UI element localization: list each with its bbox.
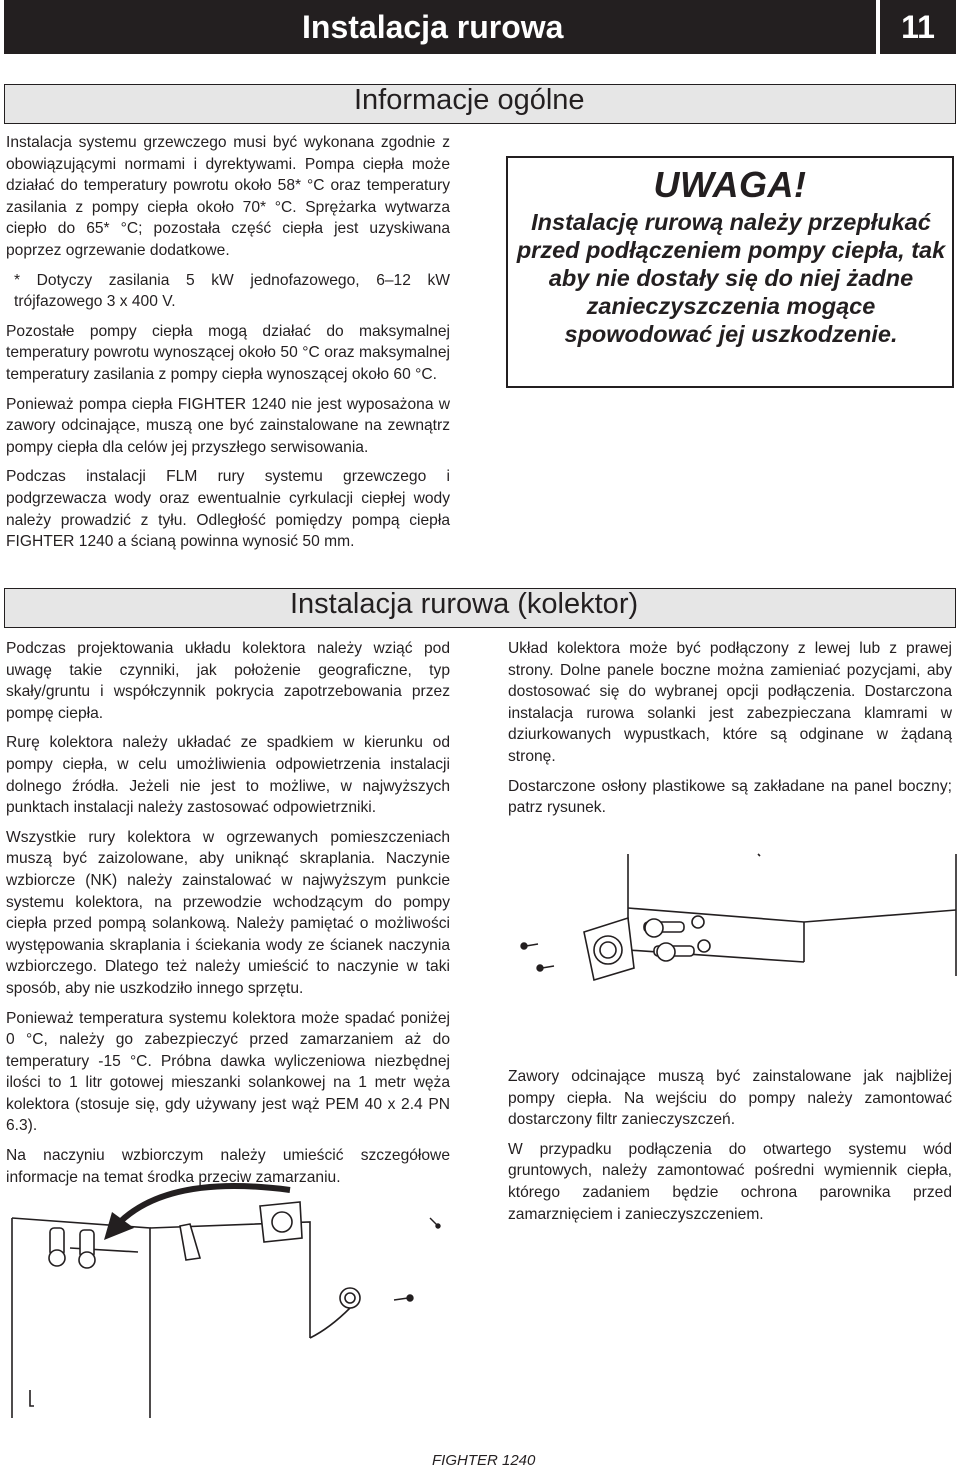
- general-paragraph: Instalacja systemu grzewczego musi być wykonana zgodnie z obowiązującymi normami i dyrektywami. Pompa ciepła może działać do temperatury powrotu około 58* °C oraz temperatury zasilania z pompy ciepła około 70* °C. Sprężarka wytwarza ciepło do 65* °C; pozostała część ciepła jest uzyskiwana poprzez ogrzewanie dodatkowe.: [6, 134, 450, 259]
- side-panel-illustration: [504, 850, 958, 1050]
- general-text-column: [6, 132, 450, 561]
- general-paragraph: Podczas instalacji FLM rury systemu grzewczego i podgrzewacza wody oraz ewentualnie cyrkulacji ciepłej wody należy prowadzić z tyłu. Odległość pomiędzy pompą ciepła FIGHTER 1240 a ścianą powinna wynosić 50 mm.: [6, 468, 450, 551]
- general-footnote: * Dotyczy zasilania 5 kW jednofazowego, 6–12 kW trójfazowego 3 x 400 V.: [14, 271, 450, 311]
- collector-paragraph: W przypadku podłączenia do otwartego systemu wód gruntowych, należy zamontować pośredni wymiennik ciepła, którego zadaniem będzie ochrona parownika przed zamarznięciem i zanieczyszczeniem.: [508, 1140, 952, 1223]
- general-paragraph: Ponieważ pompa ciepła FIGHTER 1240 nie jest wyposażona w zawory odcinające, muszą one być zainstalowane na zewnątrz pompy ciepła dla celów jej przyszłego serwisowania.: [6, 395, 450, 456]
- warning-text: Instalację rurową należy przepłukać przed podłączeniem pompy ciepła, tak aby nie dostały się do niej żadne zanieczyszczenia mogące spowodować jej uszkodzenie.: [516, 209, 946, 347]
- heat-pump-cabinet-illustration: [10, 1178, 450, 1428]
- section-title-collector: Instalacja rurowa (kolektor): [290, 588, 639, 620]
- collector-paragraph: Podczas projektowania układu kolektora należy wziąć pod uwagę takie czynniki, jak położenie geograficzne, typ skały/gruntu i współczynnik pokrycia zapotrzebowania przez pompę ciepła.: [6, 640, 450, 722]
- collector-paragraph: Zawory odcinające muszą być zainstalowane jak najbliżej pompy ciepła. Na wejściu do pompy należy zamontować dostarczony filtr zanieczyszczeń.: [508, 1068, 952, 1129]
- collector-paragraph: Wszystkie rury kolektora w ogrzewanych pomieszczeniach muszą być zaizolowane, aby uniknąć skraplania. Naczynie wzbiorcze (NK) należy zainstalować w najwyższym punkcie systemu kolektora, na przewodzie wchodzącym do pompy ciepła przed pompą solankową. Należy pamiętać o możliwości występowania skraplania i ściekania wody ze ścianek naczynia wzbiorczego. Dlatego też należy umieścić to naczynie w taki sposób, aby nie uszkodziło innego sprzętu.: [6, 828, 450, 997]
- mounting-plate-icon: [180, 1202, 360, 1338]
- collector-right-column-top: [508, 638, 952, 827]
- collector-paragraph: Dostarczone osłony plastikowe są zakładane na panel boczny; patrz rysunek.: [508, 777, 952, 817]
- section-title-general: Informacje ogólne: [354, 84, 585, 116]
- footer-model-name: FIGHTER 1240: [432, 1452, 536, 1469]
- collector-paragraph: Rurę kolektora należy układać ze spadkiem w kierunku od pompy ciepła, w celu umożliwienia odpowietrzenia instalacji dolnego źródła. Jeżeli nie jest to możliwe, w najwyższych punktach instalacji należy zastosować odpowietrzniki.: [6, 734, 450, 817]
- warning-title: UWAGA!: [653, 164, 807, 205]
- collector-left-column: [6, 638, 450, 1196]
- screw-icon: [521, 943, 554, 971]
- mounting-plate-icon: [584, 918, 634, 980]
- general-paragraph: Pozostałe pompy ciepła mogą działać do maksymalnej temperatury powrotu wynoszącej około 50 °C oraz maksymalnej temperatury zasilania z pompy ciepła wynoszącej około 60 °C.: [6, 322, 450, 383]
- header-title: Instalacja rurowa: [302, 9, 564, 45]
- collector-paragraph: Układ kolektora może być podłączony z lewej lub z prawej strony. Dolne panele boczne można zamieniać pozycjami, aby dostosować się do wybranej opcji podłączenia. Dostarczona instalacja rurowa solanki jest zabezpieczana klamrami w dziurkowanych wypustkach, które są odginane w żądaną stronę.: [508, 640, 952, 765]
- page-header: [4, 0, 876, 54]
- collector-right-column-bottom: [508, 1066, 952, 1233]
- collector-paragraph: Na naczyniu wzbiorczym należy umieścić szczegółowe informacje na temat środka przeciw zamarzaniu.: [6, 1147, 450, 1186]
- page-number: 11: [880, 0, 956, 54]
- screw-icon: [394, 1218, 440, 1301]
- warning-box: [506, 156, 954, 388]
- collector-paragraph: Ponieważ temperatura systemu kolektora może spadać poniżej 0 °C, należy go zabezpieczyć przed zamarzaniem aż do temperatury -15 °C. Próbna dawka wyliczeniowa niezbędnej ilości to 1 litr gotowej mieszanki solankowej na 1 metr węża kolektora (stosuje się, gdy używany jest wąż PEM 40 x 2.4 PN 6.3).: [6, 1009, 450, 1135]
